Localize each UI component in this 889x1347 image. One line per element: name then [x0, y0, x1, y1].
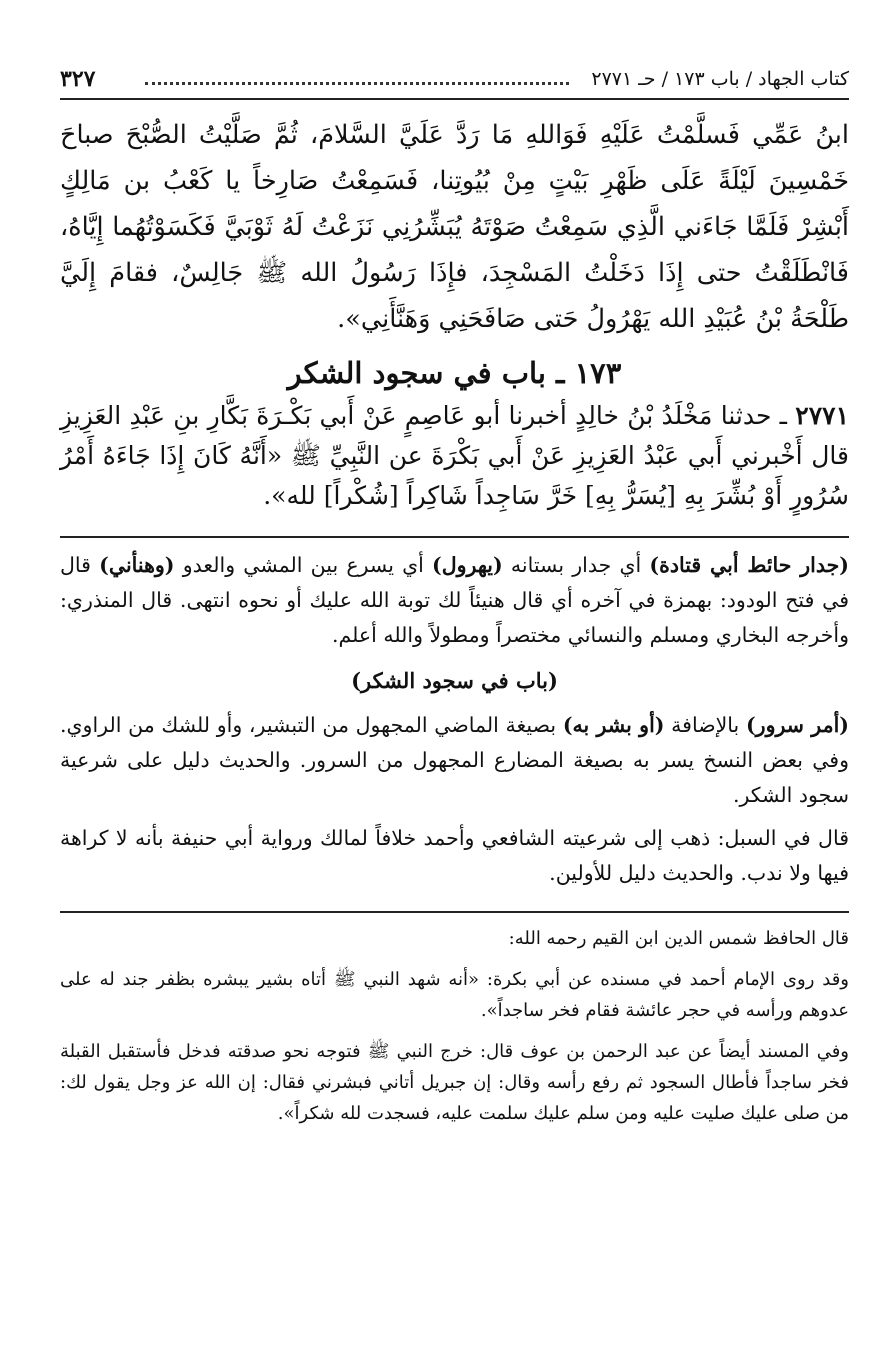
- commentary-divider: [60, 536, 849, 538]
- leader-dots: [145, 82, 569, 85]
- hadith-continuation: ابنُ عَمِّي فَسلَّمْتُ عَلَيْهِ فَوَاللهِ مَا رَدَّ عَلَيَّ السَّلامَ، ثُمَّ صَلَّيْتُ الصُّبْحَ صباحَ خَمْسِينَ لَيْلَةً عَلَى ظَهْرِ بَيْتٍ مِنْ بُيُوتِنا، فَسَمِعْتُ صَارِخاً يا كَعْبُ بن مَالِكٍ أَبْشِرْ فَلَمَّا جَاءَني الَّذِي سَمِعْتُ صَوْتَهُ يُبَشِّرُنِي نَزَعْتُ لَهُ ثَوْبَيَّ فَكَسَوْتُهُما إِيَّاهُ، فَانْطَلَقْتُ حتى إِذَا دَخَلْتُ المَسْجِدَ، فإِذَا رَسُولُ الله ﷺ جَالِسٌ، فقامَ إِلَيَّ طَلْحَةُ بْنُ عُبَيْدِ الله يَهْرُولُ حَتى صَافَحَنِي وَهَنَّأَنِي».: [60, 120, 849, 334]
- commentary-section: [60, 548, 849, 891]
- note-paragraph-2: وفي المسند أيضاً عن عبد الرحمن بن عوف قال: خرج النبي ﷺ فتوجه نحو صدقته فدخل فأستقبل القبلة فخر ساجداً فأطال السجود ثم رفع رأسه وقال: إن جبريل أتاني فبشرني فقال: إن الله عز وجل يقول لك: من صلى عليك صليت عليه ومن سلم عليك سلمت عليه، فسجدت لله شكراً».: [60, 1041, 849, 1124]
- ibn-qayyim-note: [60, 923, 849, 1129]
- term-hannaani: (وهنأني): [99, 553, 175, 577]
- commentary-text: أي جدار بستانه: [502, 553, 650, 577]
- running-title: كتاب الجهاد / باب ١٧٣ / حـ ٢٧٧١: [591, 68, 849, 90]
- note-paragraph-1: وقد روى الإمام أحمد في مسنده عن أبي بكرة: «أنه شهد النبي ﷺ أتاه بشير يبشره بظفر جند له على عدوهم ورأسه في حجر عائشة فقام فخر ساجداً».: [60, 969, 849, 1021]
- commentary-sub-heading: (باب في سجود الشكر): [351, 668, 558, 693]
- note-intro: قال الحافظ شمس الدين ابن القيم رحمه الله:: [508, 928, 849, 949]
- hadith-2771: [60, 396, 849, 516]
- commentary-text: أي يسرع بين المشي والعدو: [174, 553, 433, 577]
- commentary-paragraph-1: [60, 548, 849, 653]
- hadith-2771-text: ـ حدثنا مَخْلَدُ بْنُ خالِدٍ أخبرنا أبو عَاصِمٍ عَنْ أَبي بَكْـرَةَ بَكَّارِ بنِ عَبْدِ العَزِيزِ قال أَخْبرني أَبي عَبْدُ العَزِيزِ عَنْ أَبي بَكْرَةَ عن النَّبِيِّ ﷺ «أَنَّهُ كَانَ إِذَا جَاءَهُ أَمْرُ سُرُورٍ أَوْ بُشِّرَ بِهِ [يُسَرُّ بِهِ] خَرَّ سَاجِداً شَاكِراً [شُكْراً] لله».: [60, 401, 849, 510]
- chapter-title: ١٧٣ ـ باب في سجود الشكر: [287, 356, 622, 390]
- commentary-paragraph-2: [60, 708, 849, 813]
- commentary-paragraph-3: قال في السبل: ذهب إلى شرعيته الشافعي وأحمد خلافاً لمالك ورواية أبي حنيفة بأنه لا كراهة فيها ولا ندب. والحديث دليل للأولين.: [60, 826, 850, 885]
- book-page: [60, 58, 849, 1327]
- commentary-text: قال في فتح الودود: بهمزة في آخره أي قال هنيئاً لك توبة الله عليك أو نحوه انتهى. قال المنذري: وأخرجه البخاري ومسلم والنسائي مختصراً ومطولاً والله أعلم.: [60, 553, 849, 647]
- term-bushshira: (أو بشر به): [562, 713, 665, 737]
- commentary-text: بصيغة الماضي المجهول من التبشير، وأو للشك من الراوي. وفي بعض النسخ يسر به بصيغة المضارع المجهول من السرور. والحديث دليل على شرعية سجود الشكر.: [60, 713, 849, 807]
- term-amr-surur: (أمر سرور): [745, 713, 849, 737]
- commentary-text: بالإضافة: [664, 713, 746, 737]
- term-yuharwil: (يهرول): [432, 553, 503, 577]
- term-jidar: (جدار حائط أبي قتادة): [649, 553, 849, 577]
- page-header: [60, 58, 849, 100]
- hadith-number: ٢٧٧١: [795, 401, 849, 430]
- note-divider: [60, 911, 849, 913]
- page-number: ٣٢٧: [60, 66, 96, 92]
